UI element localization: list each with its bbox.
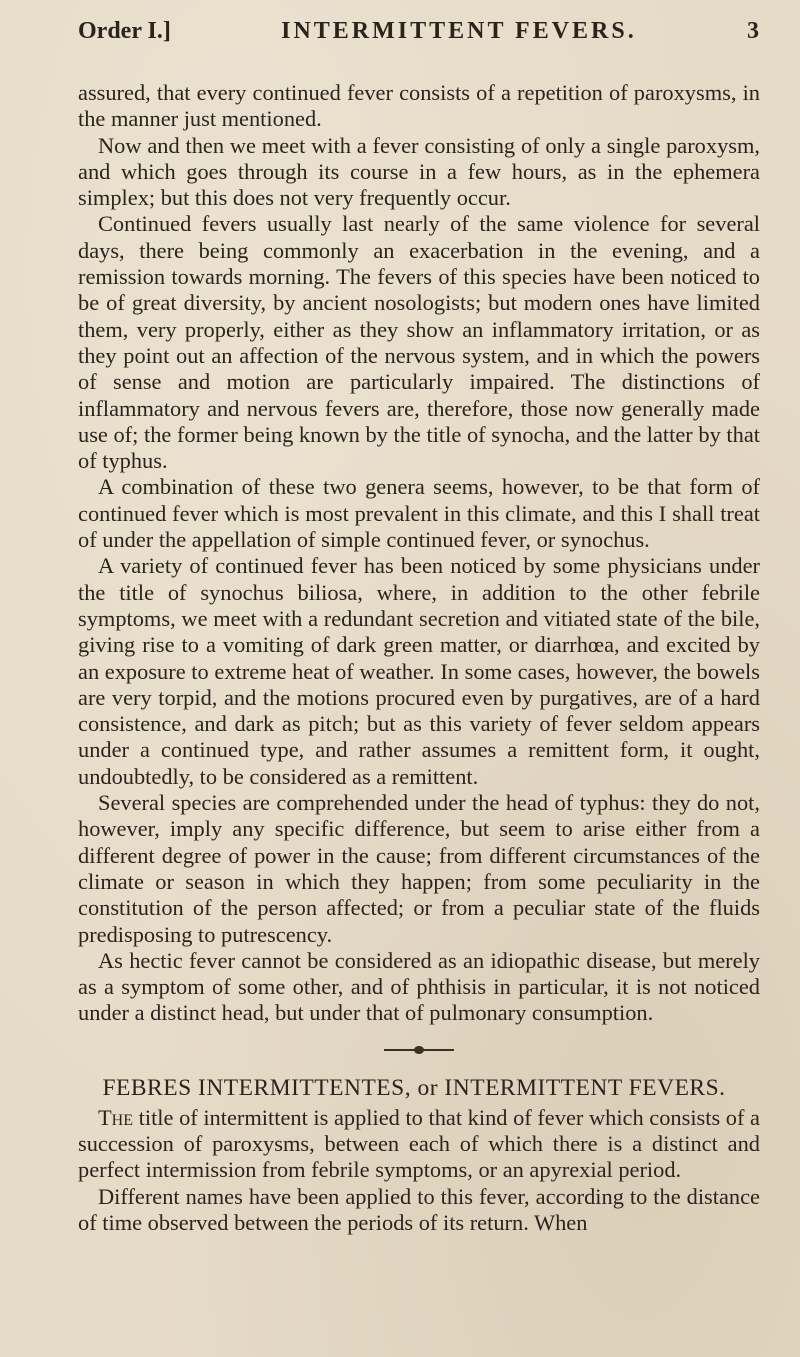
paragraph-intermittent-text: title of intermittent is applied to that kind of fever which consists of a succession of paroxysms, between each of which there is a distinct and perfect intermission from febrile symptoms, or an apyrexial period. [78,1104,760,1183]
section-heading: FEBRES INTERMITTENTES, or INTERMITTENT FEVERS. [102,1074,726,1101]
order-label: Order I.] [78,18,171,44]
section-divider [78,1035,760,1061]
paragraph-continuation: assured, that every continued fever consists of a repetition of paroxysms, in the manner just mentioned. [78,80,760,132]
paragraph-typhus-species: Several species are comprehended under the head of typhus: they do not, however, imply any specific difference, but seem to arise either from a different degree of power in the cause; from different circumstances of the climate or season in which they happen; from some peculiarity in the constitution of the person affected; or from a peculiar state of the fluids predisposing to putrescency. [78,790,760,947]
paragraph-combination: A combination of these two genera seems, however, to be that form of continued fever which is most prevalent in this climate, and this I shall treat of under the appellation of simple continued fever, or synochus. [78,474,760,553]
paragraph-continued-fevers: Continued fevers usually last nearly of the same violence for several days, there being commonly an exacerbation in the evening, and a remission towards morning. The fevers of this species have been noticed to be of great diversity, by ancient nosologists; but modern ones have limited them, very properly, either as they show an inflammatory irritation, or as they point out an affection of the nervous system, and in which the powers of sense and motion are particularly impaired. The distinctions of inflammatory and nervous fevers are, therefore, those now generally made use of; the former being known by the title of synocha, and the latter by that of typhus. [78,211,760,474]
running-title: INTERMITTENT FEVERS. [281,18,637,44]
paragraph-different-names: Different names have been applied to this fever, according to the distance of time observed between the periods of its return. When [78,1183,760,1235]
body-text [78,80,760,1236]
page-number: 3 [746,18,760,44]
divider-ornament [384,1049,454,1051]
paragraph-ephemera: Now and then we meet with a fever consisting of only a single paroxysm, and which goes through its course in a few hours, as in the ephemera simplex; but this does not very frequently occur. [78,132,760,211]
paragraph-synochus-biliosa: A variety of continued fever has been noticed by some physicians under the title of synochus biliosa, where, in addition to the other febrile symptoms, we meet with a redundant secretion and vitiated state of the bile, giving rise to a vomiting of dark green matter, or diarrhœa, and excited by an exposure to extreme heat of weather. In some cases, however, the bowels are very torpid, and the motions procured even by purgatives, are of a hard consistence, and dark as pitch; but as this variety of fever seldom appears under a continued type, and rather assumes a remittent form, it ought, undoubtedly, to be considered as a remittent. [78,553,760,789]
paragraph-intermittent-definition [78,1105,760,1184]
running-head [78,18,760,58]
paragraph-hectic-fever: As hectic fever cannot be considered as an idiopathic disease, but merely as a symptom of some other, and of phthisis in particular, it is not noticed under a distinct head, but under that of pulmonary consumption. [78,947,760,1026]
drop-word: The [98,1104,134,1130]
